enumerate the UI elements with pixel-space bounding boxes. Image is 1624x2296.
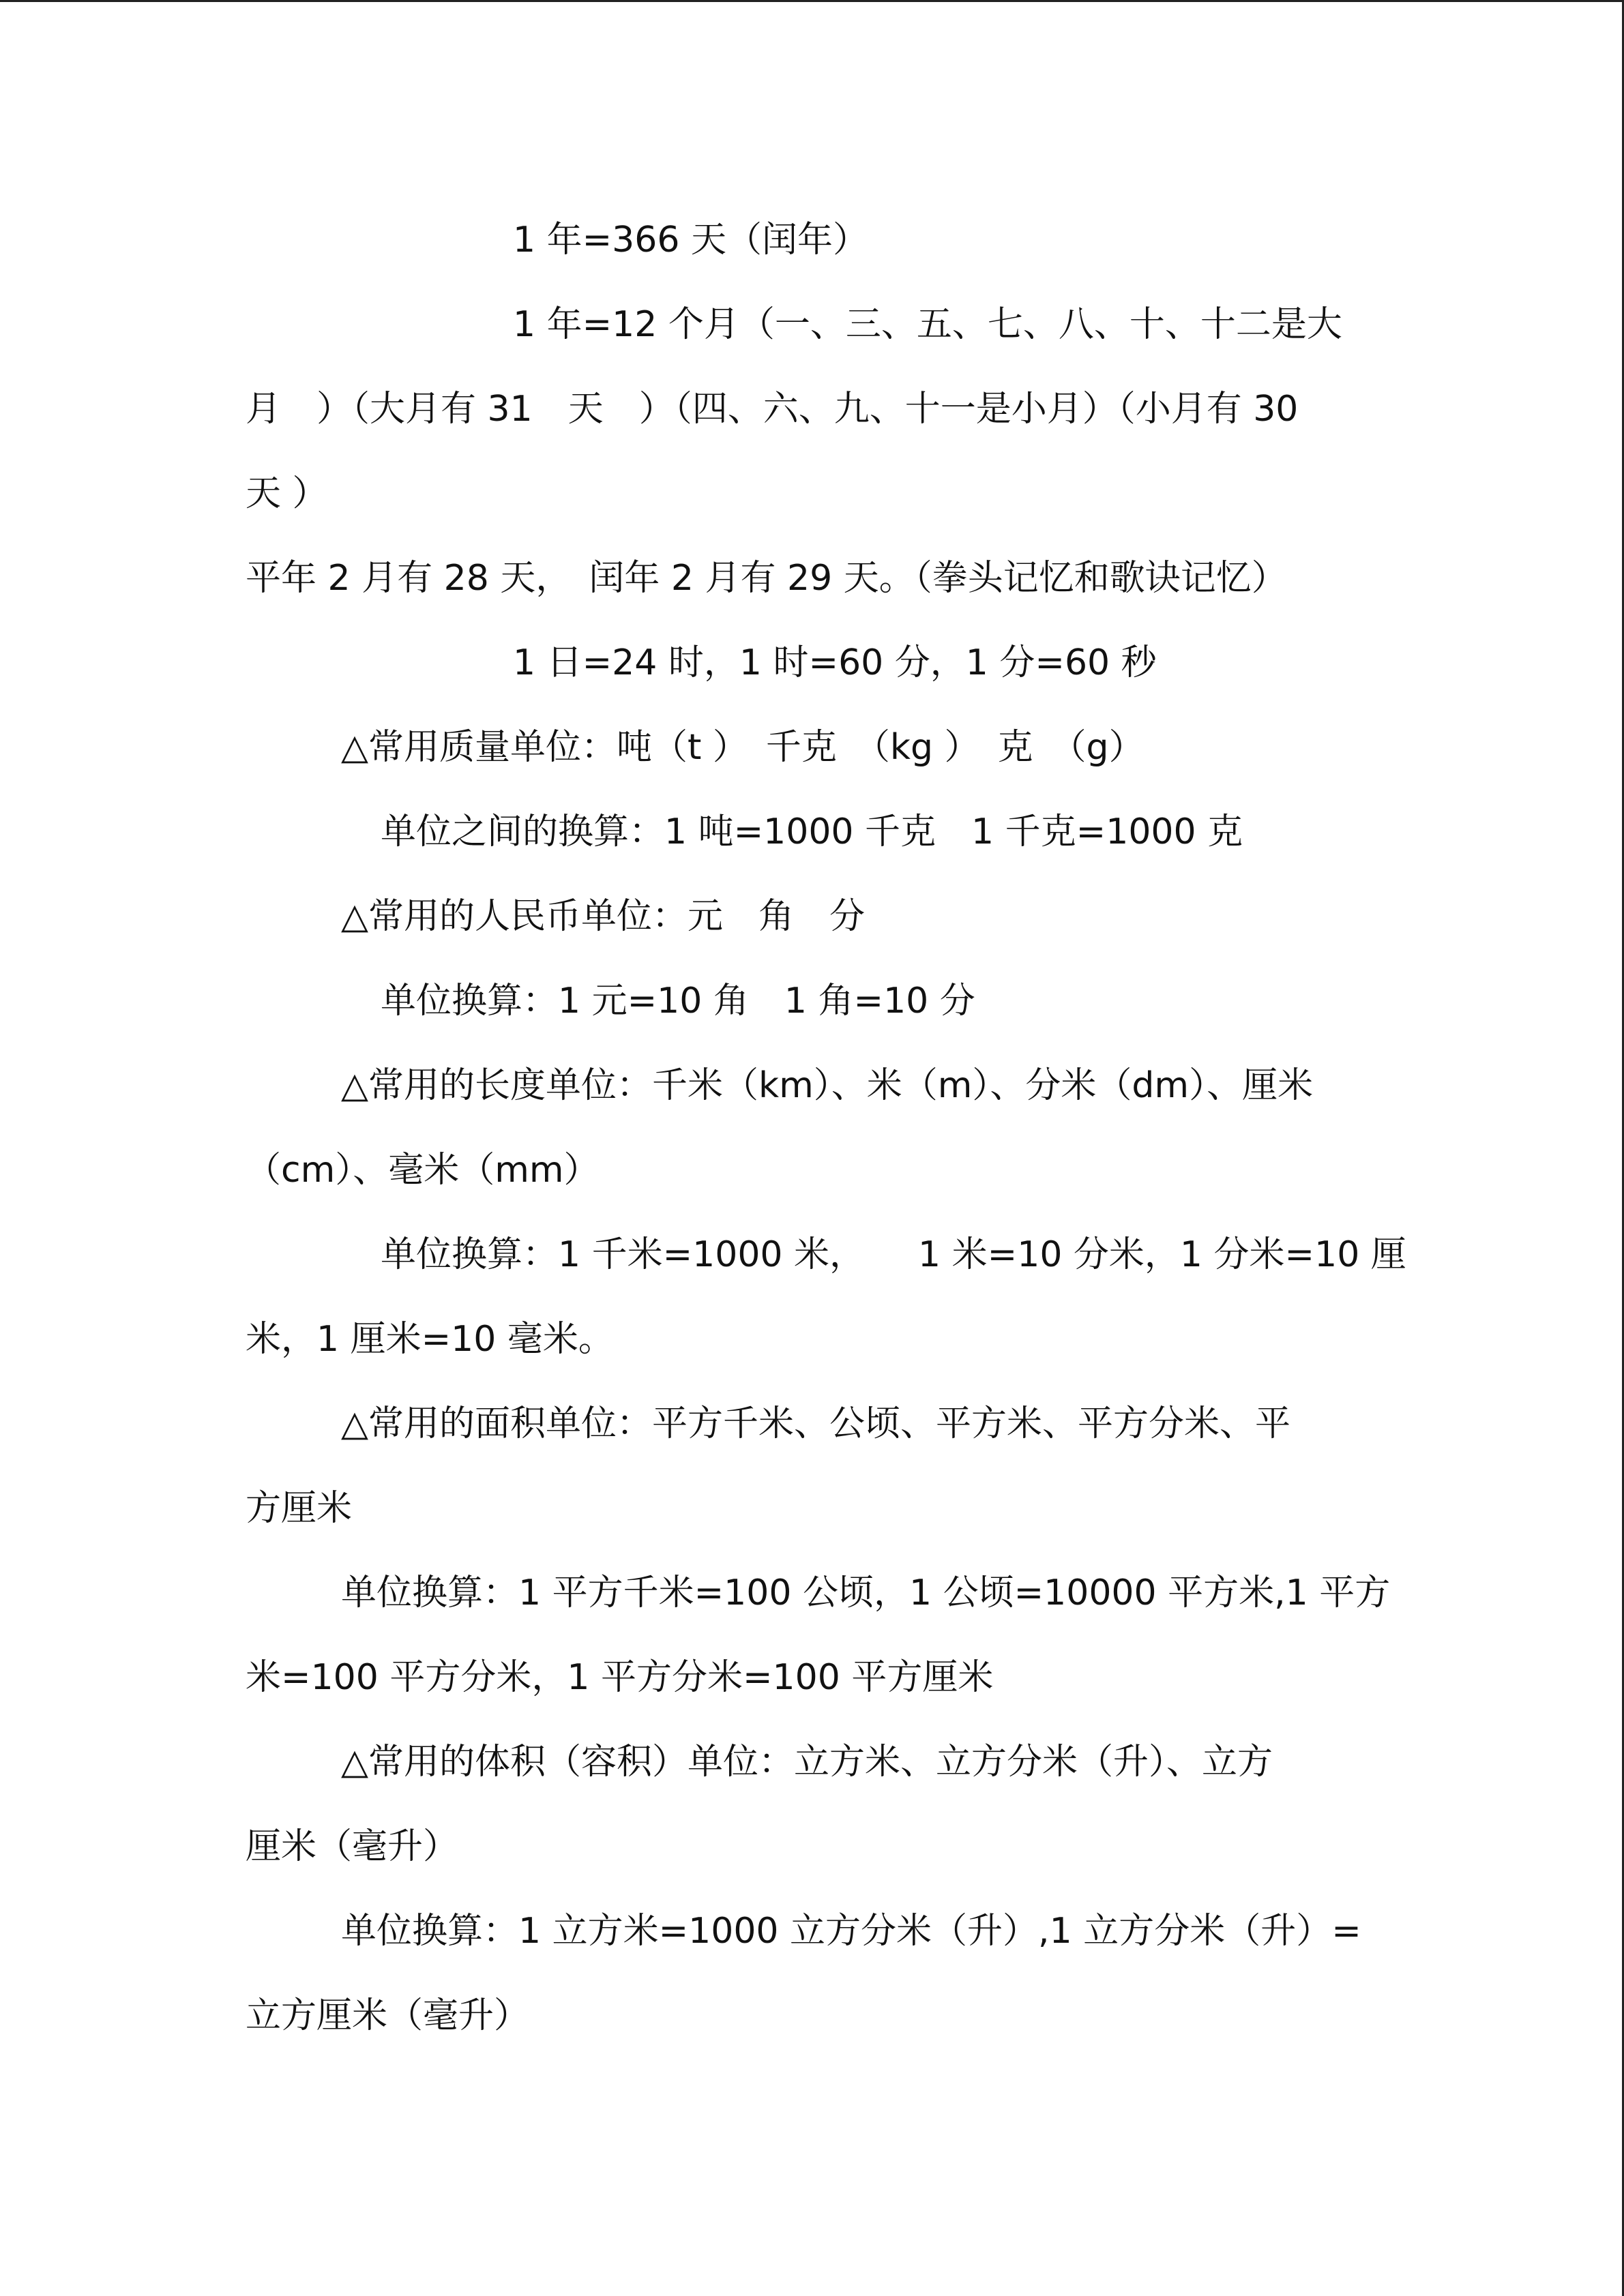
text-line-currency-units: △常用的人民币单位：元 角 分 (341, 896, 865, 937)
text-line-area-units-2: 方厘米 (246, 1488, 353, 1529)
text-line-area-units-1: △常用的面积单位：平方千米、公顷、平方米、平方分米、平 (341, 1403, 1290, 1444)
text-line-mass-conversion: 单位之间的换算：1 吨=1000 千克 1 千克=1000 克 (381, 811, 1243, 852)
text-line-volume-conversion-2: 立方厘米（毫升） (246, 1995, 530, 2036)
text-line-area-conversion-1: 单位换算：1 平方千米=100 公顷，1 公顷=10000 平方米,1 平方 (341, 1572, 1391, 1613)
text-line-length-units-2: （cm）、毫米（mm） (246, 1150, 600, 1191)
text-line-length-conversion-1: 单位换算：1 千米=1000 米， 1 米=10 分米，1 分米=10 厘 (381, 1234, 1406, 1275)
text-line-length-conversion-2: 米，1 厘米=10 毫米。 (246, 1319, 614, 1360)
text-line-months-1: 1 年=12 个月（一、三、五、七、八、十、十二是大 (513, 304, 1342, 345)
text-line-area-conversion-2: 米=100 平方分米，1 平方分米=100 平方厘米 (246, 1657, 994, 1698)
text-line-february: 平年 2 月有 28 天， 闰年 2 月有 29 天。（拳头记忆和歌诀记忆） (246, 558, 1287, 599)
text-line-leap-year: 1 年=366 天（闰年） (513, 220, 868, 260)
text-line-time-units: 1 日=24 时，1 时=60 分，1 分=60 秒 (513, 642, 1157, 683)
text-line-volume-units-1: △常用的体积（容积）单位：立方米、立方分米（升）、立方 (341, 1742, 1273, 1783)
text-line-length-units-1: △常用的长度单位：千米（km）、米（m）、分米（dm）、厘米 (341, 1065, 1314, 1106)
text-line-volume-conversion-1: 单位换算：1 立方米=1000 立方分米（升）,1 立方分米（升）= (341, 1911, 1361, 1952)
page-border-top (0, 0, 1624, 2)
text-line-volume-units-2: 厘米（毫升） (246, 1826, 459, 1867)
text-line-months-2: 月 ）（大月有 31 天 ）（四、六、九、十一是小月）（小月有 30 (246, 389, 1299, 430)
text-line-months-3: 天 ） (246, 473, 328, 514)
text-line-mass-units: △常用质量单位：吨（t ） 千克 （kg ） 克 （g） (341, 727, 1145, 768)
text-line-currency-conversion: 单位换算：1 元=10 角 1 角=10 分 (381, 981, 975, 1022)
